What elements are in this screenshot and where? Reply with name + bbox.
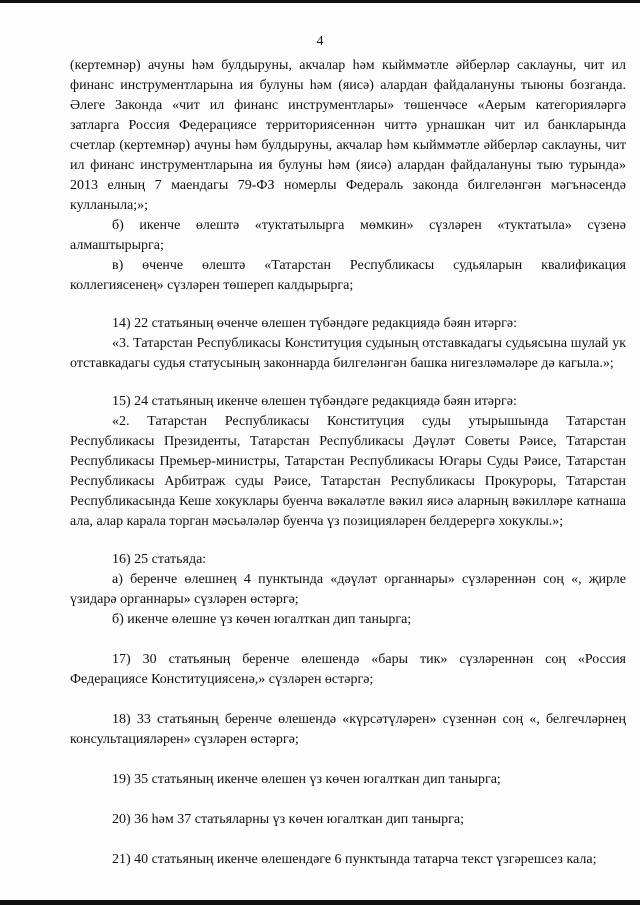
paragraph-point-17: 17) 30 статьяның беренче өлешендә «бары тик» сүзләреннән соң «Россия Федерациясе Конституциясенә,» сүзләрен өстәргә;: [70, 652, 626, 687]
paragraph-point-14: 14) 22 статьяның өченче өлешен түбәндәге редакциядә бәян итәргә:: [112, 316, 517, 331]
paragraph-item-b2: б) икенче өлешне үз көчен югалткан дип танырга;: [112, 612, 412, 627]
paragraph-item-a: а) беренче өлешнең 4 пунктында «дәүләт органнары» сүзләреннән соң «, җирле үзидарә органнары» сүзләрен өстәргә;: [70, 572, 626, 607]
paragraph-point-19: 19) 35 статьяның икенче өлешен үз көчен югалткан дип танырга;: [112, 772, 501, 787]
document-body: [70, 56, 626, 870]
paragraph-point-18: 18) 33 статьяның беренче өлешендә «күрсәтүләрен» сүзеннән соң «, белгечләрнең консультацияләрен» сүзләрен өстәргә;: [70, 712, 626, 747]
paragraph-continuation: (кертемнәр) ачуны һәм булдыруны, акчалар һәм кыйммәтле әйберләр саклауны, чит ил финанс инструментларына ия булуны һәм (яисә) алардан файдалануны тыюны бозганда. Әлеге Законда «чит ил финанс инструментлары» төшенчәсе «Аерым категорияләргә затларга Россия Федерациясе территориясеннән читтә урнашкан чит ил банкларында счетлар (кертемнәр) ачуны һәм булдыруны, акчалар һәм кыйммәтле әйберләр саклауны, чит ил финанс инструментларына ия булуны һәм (яисә) алардан файдалануны тыю турында» 2013 елның 7 маендагы 79-ФЗ номерлы Федераль законда билгеләнгән мәгънәсендә кулланыла;»;: [70, 58, 626, 213]
paragraph-point-16: 16) 25 статьяда:: [112, 552, 207, 567]
spacer: [70, 750, 626, 770]
spacer: [70, 830, 626, 850]
spacer: [70, 374, 626, 392]
paragraph-point-15: 15) 24 статьяның икенче өлешен түбәндәге редакциядә бәян итәргә:: [112, 394, 517, 409]
paragraph-quote-2: «2. Татарстан Республикасы Конституция суды утырышында Татарстан Республикасы Президенты, Татарстан Республикасы Дәүләт Советы Рәисе, Татарстан Республикасы Премьер-министры, Татарстан Республикасы Югары Суды Рәисе, Татарстан Республикасы Арбитраж суды Рәисе, Татарстан Республикасы Прокуроры, Татарстан Республикасында Кеше хокуклары буенча вәкаләтле вәкил яисә аларның вәкилләре катнаша ала, алар карала торган мәсьәләләр буенча үз позицияләрен белдерергә хокуклы.»;: [70, 414, 626, 529]
scan-edge-bottom: [0, 900, 640, 905]
spacer: [70, 296, 626, 314]
spacer: [70, 790, 626, 810]
paragraph-point-21: 21) 40 статьяның икенче өлешендәге 6 пунктында татарча текст үзгәрешсез кала;: [112, 852, 597, 867]
paragraph-point-20: 20) 36 һәм 37 статьяларны үз көчен югалткан дип танырга;: [112, 812, 465, 827]
spacer: [70, 630, 626, 650]
page-number: 4: [316, 34, 324, 49]
spacer: [70, 532, 626, 550]
spacer: [70, 690, 626, 710]
paragraph-item-b: б) икенче өлештә «туктатылырга мөмкин» сүзләрен «туктатыла» сүзенә алмаштырырга;: [70, 218, 626, 253]
paragraph-item-v: в) өченче өлештә «Татарстан Республикасы судьяларын квалификация коллегиясенең» сүзләрен төшереп калдырырга;: [70, 258, 626, 293]
scan-edge-top: [0, 0, 640, 3]
paragraph-quote-3: «3. Татарстан Республикасы Конституция судының отставкадагы судьясына шулай ук отставкадагы судья статусының законнарда билгеләнгән башка нигезләмәләре дә кагыла.»;: [70, 336, 626, 371]
